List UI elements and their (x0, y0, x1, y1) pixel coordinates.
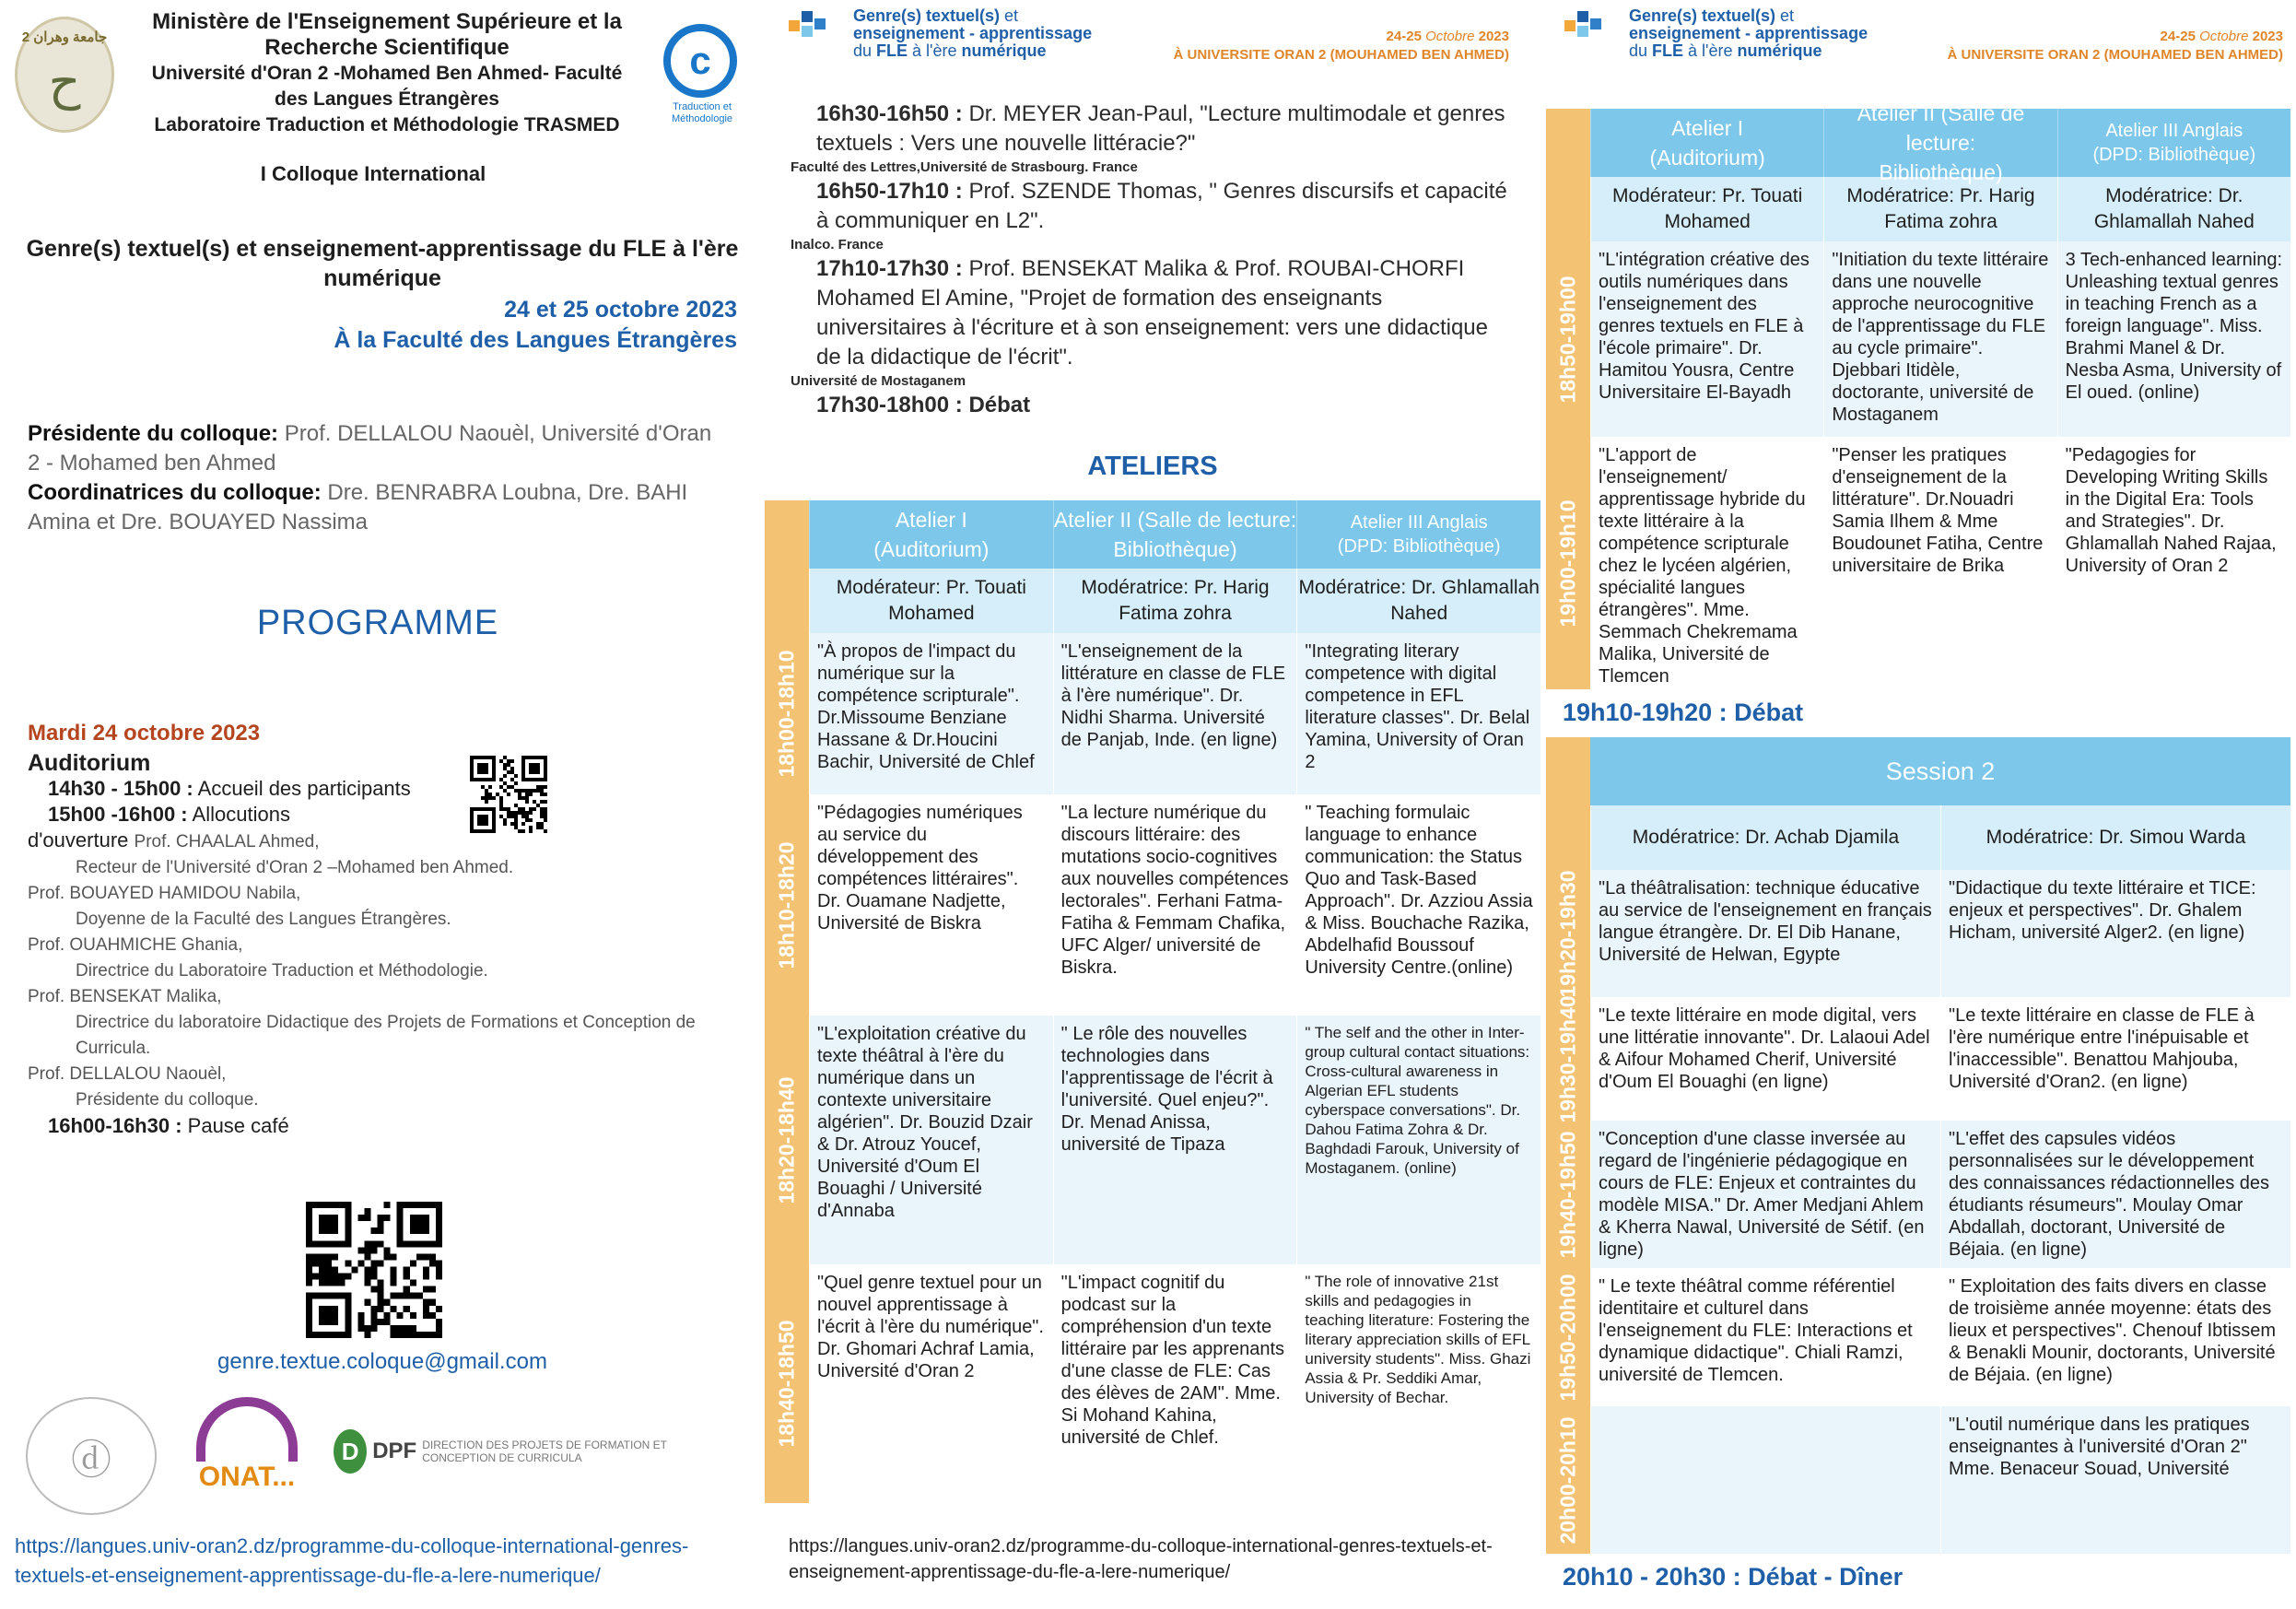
table-row (1555, 437, 2290, 689)
header-line: Atelier II (Salle de lecture: (1857, 101, 2025, 155)
moderators-row (1590, 805, 2290, 870)
table-header-atelier-1 (809, 500, 1053, 569)
time-slot (765, 794, 809, 1016)
day-heading: Mardi 24 octobre 2023 (28, 721, 261, 746)
conference-title-l2: enseignement - apprentissage (1629, 24, 1868, 42)
time-slot-label: 18h00-18h10 (774, 650, 799, 778)
program-url[interactable]: https://langues.univ-oran2.dz/programme-du-colloque-international-genres-textuels-et-enseignement-apprentissage-du-fle-a-lere-numerique/ (15, 1534, 689, 1587)
table-row (1555, 994, 2290, 1123)
talk-item (791, 254, 1509, 372)
conference-title (853, 7, 1092, 60)
speaker-role: Directrice du laboratoire Didactique des Projets de Formations et Conception de Curricula. (76, 1013, 696, 1058)
trasmed-logo-icon: c (663, 24, 737, 98)
time-slot-label: 18h20-18h40 (774, 1075, 799, 1204)
university-logo-emblem: ح (48, 52, 81, 111)
talk-cell: " The role of innovative 21st skills and pedagogies in teaching literature: Fostering the literary appreciation skills of EFL university students". Miss. Ghazi Assia & Pr. Seddiki Amar, University of Bechar. (1296, 1264, 1540, 1503)
conference-title-l1: Genre(s) textuel(s) (853, 6, 1001, 25)
program-url[interactable]: https://langues.univ-oran2.dz/programme-du-colloque-international-genres-textuels-et-enseignement-apprentissage-du-fle-a-lere-numerique/ (789, 1536, 1493, 1582)
debate-line-1: 19h10-19h20 : Débat (1563, 699, 1804, 726)
conference-title-l1b: et (1000, 6, 1019, 25)
colloque-dates (334, 295, 737, 356)
onat-logo-text: ONAT... (198, 1462, 296, 1492)
time-slot (1546, 1268, 1590, 1406)
talk-cell: "Conception d'une classe inversée au regard de l'ingénierie pédagogique en cours de FLE: Enjeux et contraintes du modèle MISA." Dr. Amer Medjani Ahlem & Kherra Nawal, Université de Sétif. (en ligne) (1590, 1121, 1940, 1268)
talk-cell: "La lecture numérique du discours littéraire: des mutations socio-cognitives aux nouvelles compétences lectorales". Ferhani Fatma-Fatiha & Femmam Chafika, UFC Alger/ université de Biskra. (1053, 794, 1297, 1016)
talk-cell: "Pédagogies numériques au service du développement des compétences littéraires". Dr. Ouamane Nadjette, Université de Biskra (809, 794, 1053, 1016)
session-2-table (1546, 737, 2290, 1554)
conference-date-a: 24-25 (2160, 29, 2200, 44)
debate-time: 17h30-18h00 : (816, 393, 963, 417)
laboratory-name: Laboratoire Traduction et Méthodologie TRASMED (154, 114, 620, 135)
talk-cell: "Didactique du texte littéraire et TICE: enjeux et perspectives". Dr. Ghalem Hicham, université Alger2. (en ligne) (1940, 870, 2290, 997)
talk-cell (1590, 1406, 1940, 1554)
talk-cell: "L'enseignement de la littérature en classe de FLE à l'ère numérique". Dr. Nidhi Sharma. Université de Panjab, Inde. (en ligne) (1053, 633, 1297, 794)
conference-title (1629, 7, 1868, 60)
coordinators-value: Dre. BENRABRA Loubna, Dre. BAHI Amina et Dre. BOUAYED Nassima (28, 480, 688, 534)
talk-cell: " The self and the other in Inter-group cultural contact situations: Cross-cultural awareness in Algerian EFL students cyberspace conversations". Dr. Dahou Fatima Zohra & Dr. Baghdadi Farouk, University of Mostaganem. (online) (1296, 1016, 1540, 1264)
table-row (1555, 869, 2290, 998)
moderator-cell: Modératrice: Dr. Ghlamallah Nahed (2057, 177, 2290, 241)
header-line: Atelier II (Salle de lecture: (1053, 508, 1297, 532)
talk-cell: 3 Tech-enhanced learning: Unleashing textual genres in teaching French as a foreign language". Miss. Brahmi Manel & Dr. Nesba Asma, University of El oued. (online) (2057, 241, 2290, 437)
talk-time: 17h10-17h30 : (816, 256, 963, 281)
time-slot (765, 633, 809, 794)
moderator-cell: Modératrice: Pr. Harig Fatima zohra (1823, 177, 2056, 241)
talk-cell: "Quel genre textuel pour un nouvel apprentissage à l'écrit à l'ère du numérique". Dr. Ghomari Achraf Lamia, Université d'Oran 2 (809, 1264, 1053, 1503)
schedule-text: Pause café (187, 1114, 289, 1137)
table-row (774, 794, 1540, 1016)
table-row (774, 1016, 1540, 1264)
programme-title: PROGRAMME (256, 604, 499, 642)
time-slot (765, 1016, 809, 1264)
talk-cell: " Le rôle des nouvelles technologies dans l'apprentissage de l'écrit à l'université. Quel enjeu?". Dr. Menad Anissa, université de Tipaza (1053, 1016, 1297, 1264)
schedule-item (28, 1113, 728, 1139)
speaker-name: Prof. BENSEKAT Malika, (28, 987, 222, 1006)
conference-title-l3d: numérique (961, 41, 1047, 60)
moderator-cell: Modérateur: Pr. Touati Mohamed (1590, 177, 1823, 241)
moderator-cell: Modérateur: Pr. Touati Mohamed (809, 569, 1053, 633)
trasmed-logo-caption: Traduction et Méthodologie (671, 101, 733, 124)
schedule-item (28, 776, 728, 802)
coordinators-label: Coordinatrices du colloque: (28, 480, 322, 505)
talk-cell: " Le texte théâtral comme référentiel identitaire et culturel dans l'enseignement du FLE: Interactions et dynamique didactique". Chiali Ramzi, université de Tlemcen. (1590, 1268, 1940, 1406)
coordinators-line (28, 478, 728, 537)
page-header (1540, 0, 2296, 65)
table-header-atelier-2 (1823, 101, 2056, 184)
university-line-1: Université d'Oran 2 -Mohamed Ben Ahmed- Faculté (151, 63, 623, 84)
conference-logo-icon (1564, 7, 1616, 44)
debate-text: Débat (968, 393, 1031, 417)
organizers (28, 419, 728, 537)
table-header-atelier-2 (1053, 500, 1297, 569)
table-row (1555, 1121, 2290, 1268)
header-line: (Auditorium) (1649, 146, 1765, 170)
talk-affiliation: Inalco. France (791, 237, 884, 253)
time-slot (1546, 994, 1590, 1123)
dpf-logo-caption: DIRECTION DES PROJETS DE FORMATION ET CONCEPTION DE CURRICULA (422, 1439, 667, 1464)
moderator-cell: Modératrice: Dr. Simou Warda (1940, 805, 2290, 870)
university-logo (15, 17, 114, 133)
colloque-theme: Genre(s) textuel(s) et enseignement-apprentissage du FLE à l'ère numérique (26, 236, 739, 291)
moderator-cell: Modératrice: Dr. Achab Djamila (1590, 805, 1940, 870)
speaker-role: Directrice du Laboratoire Traduction et Méthodologie. (76, 961, 488, 981)
speaker-name: Prof. DELLALOU Naouèl, (28, 1064, 227, 1084)
conference-date-c: 2023 (1474, 29, 1509, 44)
ateliers-table-body (774, 500, 1540, 1503)
talk-time: 16h50-17h10 : (816, 179, 963, 204)
time-slot (1546, 1121, 1590, 1268)
president-value: Prof. DELLALOU Naouèl, Université d'Oran 2 - Mohamed ben Ahmed (28, 421, 712, 476)
talk-cell: "L'intégration créative des outils numériques dans l'enseignement des genres textuels en FLE à l'école primaire". Dr. Hamitou Yousra, Centre Universitaire El-Bayadh (1590, 241, 1823, 437)
trasmed-logo (663, 24, 741, 125)
qr-code-small[interactable] (470, 756, 547, 833)
moderator-cell: Modératrice: Dr. Ghlamallah Nahed (1296, 569, 1540, 633)
talk-cell: "L'effet des capsules vidéos personnalisées sur le développement des connaissances rédactionnelles des étudiants résumeurs". Moulay Omar Abdallah, doctorant, Université de Béjaia. (en ligne) (1940, 1121, 2290, 1268)
table-header-row (1590, 101, 2290, 184)
talk-cell: "L'impact cognitif du podcast sur la compréhension d'un texte littéraire par les apprenants d'une classe de FLE: Cas des élèves de 2AM". Mme. Si Mohand Kahina, université de Chlef. (1053, 1264, 1297, 1503)
conference-title-l3c: à l'ère (912, 41, 962, 60)
time-slot (1546, 870, 1590, 997)
header-line: (DPD: Bibliothèque) (1337, 536, 1501, 557)
table-rows (1555, 241, 2290, 689)
president-line (28, 419, 728, 478)
schedule-time: 14h30 - 15h00 : (48, 777, 193, 800)
conference-title-l3c: à l'ère (1688, 41, 1738, 60)
schedule-text: Allocutions (192, 803, 290, 826)
conference-title-l3a: du (853, 41, 873, 60)
session-table-body (1555, 805, 2290, 1554)
opening-schedule (28, 750, 728, 1139)
time-slot (1546, 1406, 1590, 1554)
onat-logo-arc (196, 1397, 298, 1462)
conference-date (1948, 28, 2283, 65)
table-row (774, 633, 1540, 794)
speaker-name: Prof. CHAALAL Ahmed, (134, 832, 320, 851)
colloque-dates-line-1: 24 et 25 octobre 2023 (504, 297, 737, 323)
university-line-2: des Langues Étrangères (275, 88, 499, 110)
debate-line-2: 20h10 - 20h30 : Débat - Dîner (1563, 1563, 1904, 1591)
header-line: Atelier III Anglais (1350, 512, 1488, 533)
talk-cell: "L'apport de l'enseignement/ apprentissage hybride du texte littéraire à la compétence scripturale chez le lycéen algérien, spécialité langues étrangères". Mme. Semmach Chekremama Malika, Université de Tlemcen (1590, 437, 1823, 689)
talk-item (791, 100, 1509, 159)
ateliers-table-2 (1546, 101, 2290, 689)
time-slot-label: 19h00-19h10 (1555, 499, 1580, 628)
institution-header (115, 9, 659, 138)
schedule-item (28, 802, 728, 828)
plenary-talks (791, 100, 1509, 420)
conference-venue: À UNIVERSITE ORAN 2 (MOUHAMED BEN AHMED) (1173, 47, 1509, 63)
conference-date-c: 2023 (2248, 29, 2283, 44)
speaker-name: Prof. BOUAYED HAMIDOU Nabila, (28, 884, 301, 903)
conference-title-l3b: FLE (872, 41, 913, 60)
time-slot (1546, 437, 1590, 689)
schedule-time: 16h00-16h30 : (48, 1114, 182, 1137)
table-rows (774, 633, 1540, 1503)
moderator-cell: Modératrice: Pr. Harig Fatima zohra (1053, 569, 1297, 633)
talk-cell: "Initiation du texte littéraire dans une nouvelle approche neurocognitive de l'apprentissage du FLE au cycle primaire". Djebbari Itidèle, doctorante, université de Mostaganem (1823, 241, 2056, 437)
conference-date-b: Octobre (1425, 29, 1475, 44)
colloque-label: I Colloque International (260, 162, 486, 185)
ateliers-title: ATELIERS (1087, 452, 1218, 481)
debate-item (791, 391, 1509, 420)
talk-affiliation: Faculté des Lettres,Université de Strasbourg. France (791, 159, 1138, 175)
conference-title-l3d: numérique (1737, 41, 1822, 60)
time-slot-label: 18h10-18h20 (774, 840, 799, 969)
talk-cell: "L'exploitation créative du texte théâtral à l'ère du numérique dans un contexte universitaire algérien". Dr. Bouzid Dzair & Dr. Atrouz Youcef, Université d'Oum El Bouaghi / Université d'Annaba (809, 1016, 1053, 1264)
table-header-atelier-1 (1590, 109, 1823, 177)
conference-title-l3a: du (1629, 41, 1648, 60)
contact-email[interactable]: genre.textue.coloque@gmail.com (217, 1349, 547, 1374)
ateliers-table-body (1555, 101, 2290, 689)
session-title: Session 2 (1590, 737, 2290, 805)
moderators-row (1590, 177, 2290, 241)
ateliers-table-1 (765, 500, 1540, 1503)
dpf-logo-text: DPF (372, 1439, 417, 1463)
talk-cell: " Exploitation des faits divers en classe de troisième année moyenne: états des lieux et perspectives". Chenouf Ibtissem & Benakli Mounir, doctorants, Université de Béjaia. (en ligne) (1940, 1268, 2290, 1406)
time-slot (765, 1264, 809, 1503)
speaker-name: Prof. OUAHMICHE Ghania, (28, 935, 243, 955)
time-slot-label: 18h50-19h00 (1555, 275, 1580, 404)
table-rows (1555, 869, 2290, 1554)
table-row (1555, 1406, 2290, 1554)
talk-cell: "Penser les pratiques d'enseignement de la littérature". Dr.Nouadri Samia Ilhem & Mme Boudounet Fatiha, Centre universitaire de Brika (1823, 437, 2056, 689)
dpf-logo (334, 1427, 730, 1476)
time-slot-label: 19h30-19h40 (1555, 994, 1580, 1123)
table-header-atelier-3 (1296, 500, 1540, 569)
dpf-logo-icon: D (334, 1429, 367, 1474)
conference-date-a: 24-25 (1386, 29, 1426, 44)
speaker-role: Présidente du colloque. (76, 1090, 259, 1110)
header-line: (DPD: Bibliothèque) (2092, 145, 2256, 165)
talk-cell: "La théâtralisation: technique éducative au service de l'enseignement en français langue étrangère. Dr. El Dib Hanane, Université de Helwan, Egypte (1590, 870, 1940, 997)
header-line: (Auditorium) (873, 537, 990, 561)
page-header (765, 0, 1540, 65)
time-slot-label: 18h40-18h50 (774, 1320, 799, 1448)
conference-title-l1b: et (1775, 6, 1795, 25)
header-line: Atelier I (895, 508, 967, 532)
talk-time: 16h30-16h50 : (816, 101, 963, 126)
table-row (774, 1264, 1540, 1503)
qr-code-large[interactable] (306, 1202, 442, 1338)
conference-date (1174, 28, 1509, 65)
moderators-row (809, 569, 1540, 633)
conference-title-l1: Genre(s) textuel(s) (1629, 6, 1776, 25)
panel-cover (0, 0, 765, 1609)
schedule-text: Accueil des participants (197, 777, 411, 800)
schedule-text: d'ouverture (28, 828, 129, 851)
header-line: Atelier III Anglais (2105, 121, 2243, 141)
talk-cell: "Le texte littéraire en classe de FLE à l'ère numérique entre l'inépuisable et l'inaccessible". Benattou Mahjouba, Université d'Oran2. (en ligne) (1940, 997, 2290, 1121)
talk-cell: "Integrating literary competence with digital competence in EFL literature classes". Dr. Belal Yamina, University of Oran 2 (1296, 633, 1540, 794)
header-line: Bibliothèque) (1113, 537, 1237, 561)
talk-item (791, 177, 1509, 236)
table-header-atelier-3 (2057, 109, 2290, 177)
header-line: Atelier I (1671, 116, 1744, 140)
time-slot-label: 19h20-19h30 (1555, 869, 1580, 998)
talk-text: Dr. MEYER Jean-Paul, "Lecture multimodale et genres textuels : Vers une nouvelle littéracie?" (816, 101, 1505, 156)
conference-title-l2: enseignement - apprentissage (853, 24, 1093, 42)
header-line: Bibliothèque) (1879, 160, 2003, 184)
table-row (1555, 1268, 2290, 1406)
panel-ateliers-2 (1540, 0, 2296, 1609)
table-row (1555, 241, 2290, 437)
conference-title-l3b: FLE (1647, 41, 1689, 60)
university-logo-arabic: جامعة وهران 2 (21, 29, 108, 45)
talk-cell: "L'outil numérique dans les pratiques enseignantes à l'université d'Oran 2" Mme. Benaceur Souad, Université (1940, 1406, 2290, 1554)
ministry-line-2: Recherche Scientifique (264, 35, 510, 60)
president-label: Présidente du colloque: (28, 421, 279, 446)
ministry-line-1: Ministère de l'Enseignement Supérieure et la (152, 9, 622, 34)
talk-text: Prof. SZENDE Thomas, " Genres discursifs et capacité à communiquer en L2". (816, 179, 1507, 233)
talk-affiliation: Université de Mostaganem (791, 373, 966, 389)
schedule-time: 15h00 -16h00 : (48, 803, 188, 826)
talk-cell: "À propos de l'impact du numérique sur la compétence scripturale". Dr.Missoume Benziane Hassane & Dr.Houcini Bachir, Université de Chlef (809, 633, 1053, 794)
panel-ateliers-1 (765, 0, 1540, 1609)
talk-cell: " Teaching formulaic language to enhance communication: the Status Quo and Task-Based Approach". Dr. Azziou Assia & Miss. Bouchache Razika, Abdelhafid Boussouf University Centre.(online) (1296, 794, 1540, 1016)
room-label: Auditorium (28, 750, 151, 776)
colloque-venue-line: À la Faculté des Langues Étrangères (334, 327, 737, 353)
conference-logo-icon (789, 7, 840, 44)
talk-text: Prof. BENSEKAT Malika & Prof. ROUBAI-CHORFI Mohamed El Amine, "Projet de formation des enseignants universitaires à l'écriture et à son enseignement: vers une didactique de la didactique de l'écrit". (816, 256, 1488, 370)
time-slot (1546, 241, 1590, 437)
time-slot-label: 20h00-20h10 (1555, 1415, 1580, 1544)
conference-venue: À UNIVERSITE ORAN 2 (MOUHAMED BEN AHMED) (1947, 47, 2283, 63)
table-header-row (809, 500, 1540, 569)
speaker-role: Recteur de l'Université d'Oran 2 –Mohamed ben Ahmed. (76, 858, 514, 877)
speaker-role: Doyenne de la Faculté des Langues Étrangères. (76, 910, 451, 929)
didactics-lab-logo: ⓓ (26, 1397, 157, 1515)
onat-logo (192, 1397, 302, 1500)
conference-date-b: Octobre (2199, 29, 2249, 44)
opening-speakers (28, 828, 728, 1113)
talk-cell: "Pedagogies for Developing Writing Skills in the Digital Era: Tools and Strategies". Dr. Ghlamallah Nahed Rajaa, University of Oran 2 (2057, 437, 2290, 689)
time-slot-label: 19h50-20h00 (1555, 1273, 1580, 1402)
time-slot-label: 19h40-19h50 (1555, 1130, 1580, 1259)
talk-cell: "Le texte littéraire en mode digital, vers une littératie innovante". Dr. Lalaoui Adel & Aifour Mohamed Cherif, Université d'Oum El Bouaghi (en ligne) (1590, 997, 1940, 1121)
